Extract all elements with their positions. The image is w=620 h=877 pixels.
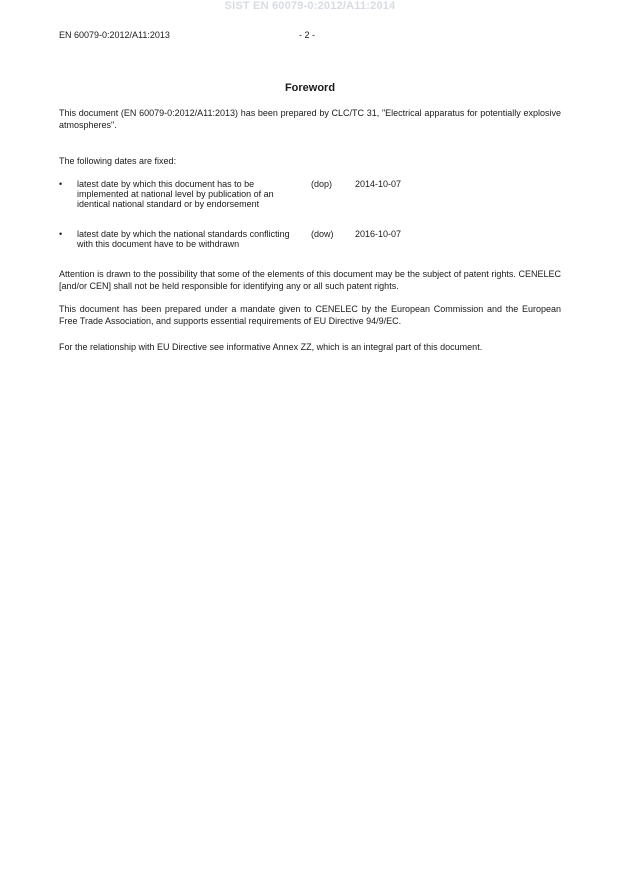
date-item-abbreviation: (dow) [311,229,334,239]
date-item-dow [59,229,561,259]
mandate-paragraph: This document has been prepared under a mandate given to CENELEC by the European Commission and the European Free Trade Association, and supports essential requirements of EU Directive 94/9/EC. [59,304,561,326]
document-reference: EN 60079-0:2012/A11:2013 [59,30,170,40]
foreword-intro-paragraph: This document (EN 60079-0:2012/A11:2013) has been prepared by CLC/TC 31, "Electrical apparatus for potentially explosive atmospheres". [59,108,561,130]
date-item-dop [59,179,561,229]
date-item-date: 2016-10-07 [355,229,402,239]
bullet-icon: • [59,229,63,239]
document-watermark: SIST EN 60079-0:2012/A11:2014 [224,0,396,12]
dates-intro-paragraph: The following dates are fixed: [59,156,177,166]
date-item-date: 2014-10-07 [355,179,402,189]
annex-note-paragraph: For the relationship with EU Directive see informative Annex ZZ, which is an integral part of this document. [59,342,483,352]
date-item-abbreviation: (dop) [311,179,333,189]
date-item-description: latest date by which this document has to be implemented at national level by publication of an identical national standard or by endorsement [77,179,274,209]
fixed-dates-list [59,179,561,259]
foreword-title: Foreword [284,82,336,94]
date-item-description: latest date by which the national standards conflicting with this document have to be withdrawn [77,229,290,249]
bullet-icon: • [59,179,63,189]
page-number: - 2 - [299,30,316,40]
patent-notice-paragraph: Attention is drawn to the possibility that some of the elements of this document may be the subject of patent rights. CENELEC [and/or CEN] shall not be held responsible for identifying any or all such patent rights. [59,269,561,291]
